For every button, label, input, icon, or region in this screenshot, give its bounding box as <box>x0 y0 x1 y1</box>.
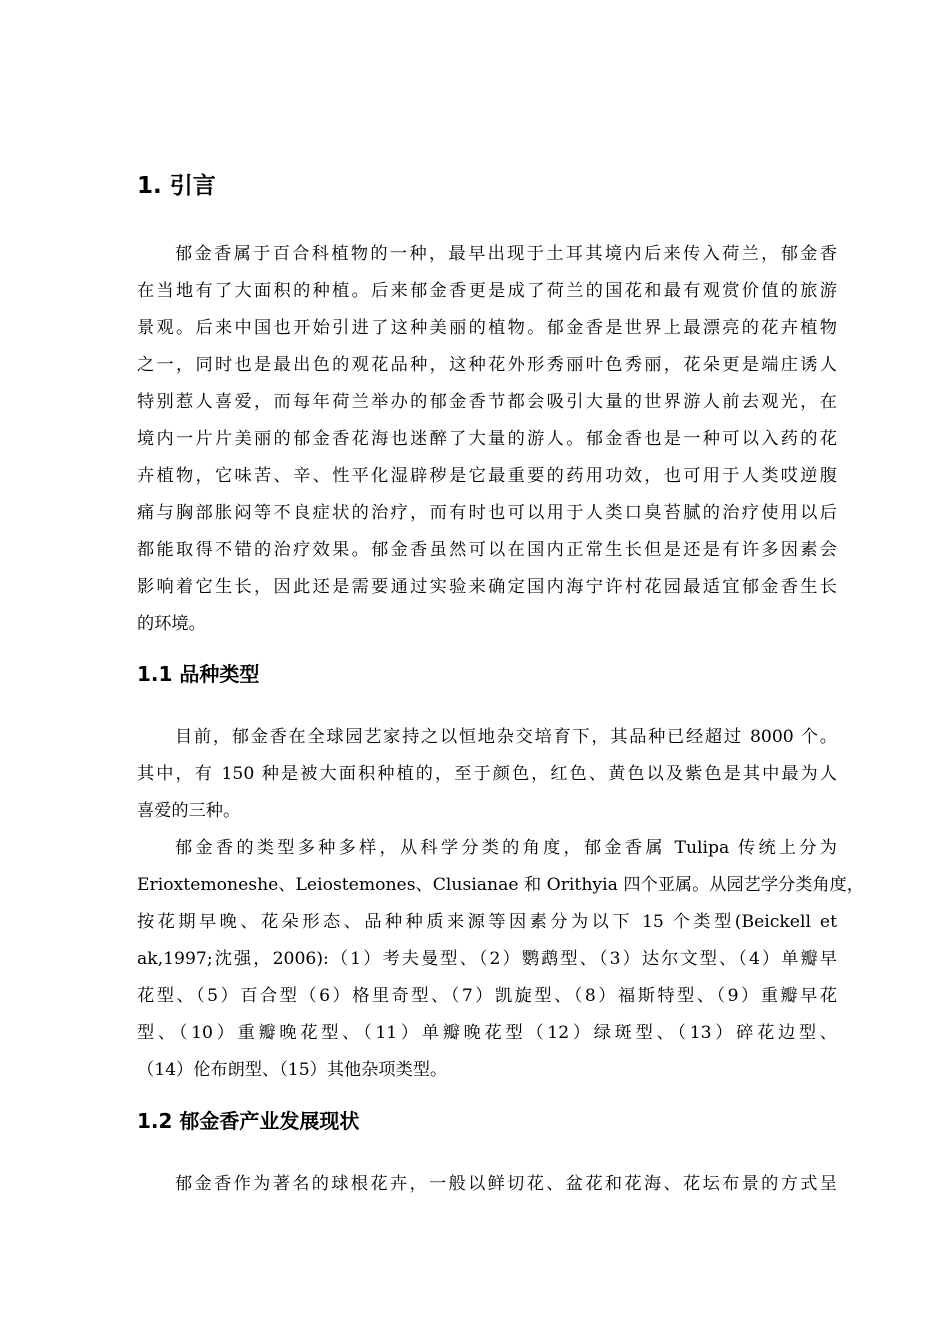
paragraph-line: 其中，有 150 种是被大面积种植的，至于颜色，红色、黄色以及紫色是其中最为人 <box>137 764 837 784</box>
paragraph-line: 郁金香作为著名的球根花卉，一般以鲜切花、盆花和花海、花坛布景的方式呈 <box>175 1174 837 1194</box>
paragraph-line: 花型、（5）百合型（6）格里奇型、（7）凯旋型、（8）福斯特型、（9）重瓣早花 <box>137 986 837 1006</box>
paragraph-line: 卉植物，它味苦、辛、性平化湿辟秽是它最重要的药用功效，也可用于人类哎逆腹 <box>137 466 837 486</box>
paragraph-line: ak,1997;沈强，2006):（1）考夫曼型、（2）鹦鹉型、（3）达尔文型、（4）单瓣早 <box>137 949 837 969</box>
paragraph-line: 郁金香属于百合科植物的一种，最早出现于土耳其境内后来传入荷兰，郁金香 <box>175 244 837 264</box>
paragraph-line: 影响着它生长，因此还是需要通过实验来确定国内海宁许村花园最适宜郁金香生长 <box>137 577 837 597</box>
section-heading-varieties: 1.1 品种类型 <box>137 662 260 686</box>
paragraph-line: 郁金香的类型多种多样，从科学分类的角度，郁金香属 Tulipa 传统上分为 <box>175 838 837 858</box>
paragraph-line: 型、（10）重瓣晚花型、（11）单瓣晚花型（12）绿斑型、（13）碎花边型、 <box>137 1023 837 1043</box>
paragraph-line: 的环境。 <box>137 614 206 634</box>
paragraph-line: 在当地有了大面积的种植。后来郁金香更是成了荷兰的国花和最有观赏价值的旅游 <box>137 281 837 301</box>
section-heading-industry-status: 1.2 郁金香产业发展现状 <box>137 1109 360 1133</box>
paragraph-line: 之一，同时也是最出色的观花品种，这种花外形秀丽叶色秀丽，花朵更是端庄诱人 <box>137 355 837 375</box>
paragraph-line: 都能取得不错的治疗效果。郁金香虽然可以在国内正常生长但是还是有许多因素会 <box>137 540 837 560</box>
paragraph-line: 景观。后来中国也开始引进了这种美丽的植物。郁金香是世界上最漂亮的花卉植物 <box>137 318 837 338</box>
paragraph-line: 痛与胸部胀闷等不良症状的治疗，而有时也可以用于人类口臭苔腻的治疗使用以后 <box>137 503 837 523</box>
paragraph-line: 境内一片片美丽的郁金香花海也迷醉了大量的游人。郁金香也是一种可以入药的花 <box>137 429 837 449</box>
section-heading-introduction: 1. 引言 <box>137 173 216 199</box>
paragraph-line: 喜爱的三种。 <box>137 801 241 821</box>
paragraph-line: 按花期早晚、花朵形态、品种种质来源等因素分为以下 15 个类型(Beickell et <box>137 912 837 932</box>
paragraph-line: Erioxtemoneshe、Leiostemones、Clusianae 和 Orithyia 四个亚属。从园艺学分类角度， <box>137 875 864 895</box>
paragraph-line: 目前，郁金香在全球园艺家持之以恒地杂交培育下，其品种已经超过 8000 个。 <box>175 727 837 747</box>
paragraph-line: 特别惹人喜爱，而每年荷兰举办的郁金香节都会吸引大量的世界游人前去观光，在 <box>137 392 837 412</box>
paragraph-line: （14）伦布朗型、（15）其他杂项类型。 <box>137 1060 448 1080</box>
